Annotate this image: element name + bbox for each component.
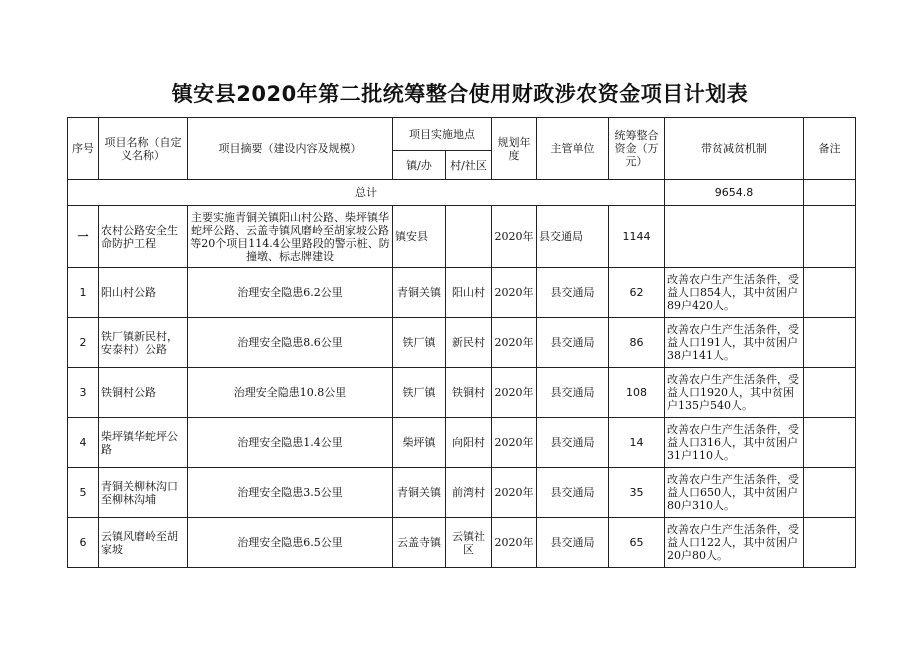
- row-seq: 6: [68, 518, 99, 568]
- row-mechanism: 改善农户生产生活条件，受益人口122人，其中贫困户20户80人。: [665, 518, 804, 568]
- row-name: 铁厂镇新民村，安泰村）公路: [99, 318, 188, 368]
- row-summary: 治理安全隐患10.8公里: [188, 368, 393, 418]
- row-year: 2020年: [492, 518, 537, 568]
- row-dept: 县交通局: [537, 268, 609, 318]
- row-note: [804, 468, 856, 518]
- row-year: 2020年: [492, 268, 537, 318]
- row-name: 柴坪镇华蛇坪公路: [99, 418, 188, 468]
- header-town: 镇/办: [393, 151, 446, 180]
- row-summary: 治理安全隐患1.4公里: [188, 418, 393, 468]
- row-note: [804, 518, 856, 568]
- table-row: [68, 268, 856, 318]
- group-name: 农村公路安全生命防护工程: [99, 206, 188, 268]
- table-row: [68, 318, 856, 368]
- project-plan-table: [67, 117, 856, 568]
- header-dept: 主管单位: [537, 118, 609, 180]
- row-village: 前湾村: [446, 468, 492, 518]
- row-year: 2020年: [492, 318, 537, 368]
- total-mechanism: [804, 180, 856, 206]
- row-seq: 2: [68, 318, 99, 368]
- row-summary: 治理安全隐患6.2公里: [188, 268, 393, 318]
- group-seq: 一: [68, 206, 99, 268]
- group-town: 镇安县: [393, 206, 446, 268]
- group-mechanism: [665, 206, 804, 268]
- row-year: 2020年: [492, 468, 537, 518]
- row-funds: 62: [609, 268, 665, 318]
- row-name: 云镇风磨岭至胡家坡: [99, 518, 188, 568]
- row-mechanism: 改善农户生产生活条件，受益人口1920人，其中贫困户135户540人。: [665, 368, 804, 418]
- group-dept: 县交通局: [537, 206, 609, 268]
- row-name: 阳山村公路: [99, 268, 188, 318]
- row-summary: 治理安全隐患8.6公里: [188, 318, 393, 368]
- row-funds: 35: [609, 468, 665, 518]
- group-year: 2020年: [492, 206, 537, 268]
- header-summary: 项目摘要（建设内容及规模）: [188, 118, 393, 180]
- row-town: 柴坪镇: [393, 418, 446, 468]
- header-funds: 统筹整合资金（万元）: [609, 118, 665, 180]
- row-dept: 县交通局: [537, 468, 609, 518]
- row-dept: 县交通局: [537, 418, 609, 468]
- table-row: [68, 368, 856, 418]
- row-funds: 108: [609, 368, 665, 418]
- header-village: 村/社区: [446, 151, 492, 180]
- row-village: 阳山村: [446, 268, 492, 318]
- row-mechanism: 改善农户生产生活条件，受益人口650人，其中贫困户80户310人。: [665, 468, 804, 518]
- row-year: 2020年: [492, 368, 537, 418]
- row-funds: 14: [609, 418, 665, 468]
- row-town: 铁厂镇: [393, 368, 446, 418]
- row-dept: 县交通局: [537, 368, 609, 418]
- header-location: 项目实施地点: [393, 118, 492, 151]
- row-note: [804, 318, 856, 368]
- row-note: [804, 268, 856, 318]
- group-row: [68, 206, 856, 268]
- header-year: 规划年度: [492, 118, 537, 180]
- header-row-1: [68, 118, 856, 151]
- row-name: 青铜关柳林沟口至柳林沟埔: [99, 468, 188, 518]
- group-note: [804, 206, 856, 268]
- row-mechanism: 改善农户生产生活条件，受益人口316人，其中贫困户31户110人。: [665, 418, 804, 468]
- group-village: [446, 206, 492, 268]
- row-mechanism: 改善农户生产生活条件，受益人口191人，其中贫困户38户141人。: [665, 318, 804, 368]
- header-mechanism: 带贫减贫机制: [665, 118, 804, 180]
- row-town: 云盖寺镇: [393, 518, 446, 568]
- table-row: [68, 418, 856, 468]
- row-village: 铁铜村: [446, 368, 492, 418]
- row-funds: 65: [609, 518, 665, 568]
- row-seq: 5: [68, 468, 99, 518]
- row-dept: 县交通局: [537, 318, 609, 368]
- group-funds: 1144: [609, 206, 665, 268]
- table-row: [68, 518, 856, 568]
- row-note: [804, 418, 856, 468]
- header-note: 备注: [804, 118, 856, 180]
- row-year: 2020年: [492, 418, 537, 468]
- row-summary: 治理安全隐患6.5公里: [188, 518, 393, 568]
- row-village: 云镇社区: [446, 518, 492, 568]
- row-seq: 4: [68, 418, 99, 468]
- row-summary: 治理安全隐患3.5公里: [188, 468, 393, 518]
- row-seq: 3: [68, 368, 99, 418]
- row-village: 向阳村: [446, 418, 492, 468]
- total-funds: 9654.8: [665, 180, 804, 206]
- page-title: 镇安县2020年第二批统筹整合使用财政涉农资金项目计划表: [171, 82, 749, 106]
- row-town: 青铜关镇: [393, 268, 446, 318]
- row-dept: 县交通局: [537, 518, 609, 568]
- table-row: [68, 468, 856, 518]
- total-row: [68, 180, 856, 206]
- row-seq: 1: [68, 268, 99, 318]
- row-name: 铁铜村公路: [99, 368, 188, 418]
- row-town: 铁厂镇: [393, 318, 446, 368]
- header-seq: 序号: [68, 118, 99, 180]
- group-summary: 主要实施青铜关镇阳山村公路、柴坪镇华蛇坪公路、云盖寺镇风磨岭至胡家坡公路等20个项目114.4公里路段的警示桩、防撞墩、标志牌建设: [188, 206, 393, 268]
- total-label: 总计: [68, 180, 665, 206]
- row-funds: 86: [609, 318, 665, 368]
- row-mechanism: 改善农户生产生活条件，受益人口854人，其中贫困户89户420人。: [665, 268, 804, 318]
- header-name: 项目名称（自定义名称）: [99, 118, 188, 180]
- row-town: 青铜关镇: [393, 468, 446, 518]
- row-note: [804, 368, 856, 418]
- row-village: 新民村: [446, 318, 492, 368]
